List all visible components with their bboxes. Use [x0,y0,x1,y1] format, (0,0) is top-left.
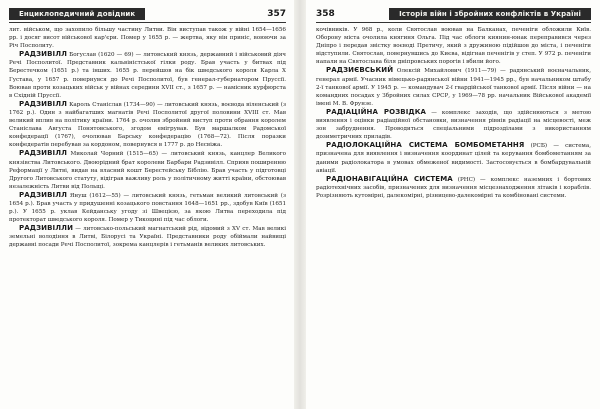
entry-headword: РАДЗИВІЛЛИ [19,224,74,233]
left-running-head [9,7,286,20]
entry-body: лит. військом, що захопило більшу частину Литви. Він виступав також у війні 1654—1656 рр. і досяг висот військової кар'єри. Помер у 1655 р. — жертва, яку він приніс, воюючи за Річ Посполиту. [9,27,286,50]
entry-body: — литовський князь, державний і військовий діяч Речі Посполитої. Представник кальвіністської гілки роду. Брав участь у битвах під Берестечком (1651 р.) та інших. 1655 р. перейшов на бік шведського короля Карла Х Густава, у 1657 р. повернувся до Речі Посполитої, був генерал-губернатором Пруссії. Воював проти козацьких військ у війнах середини XVII ст., з 1657 р. — намісник курфюрста в Східній Пруссії. [9,52,286,99]
entry-subhead: (РСБ) [530,143,548,150]
entry-body: — комплекс наземних і бортових радіотехнічних засобів, призначених для визначення місцезнаходження літаків і кораблів. Розрізняють кутомірні, далекомірні, різницево-далекомірні та комбіновані системи. [316,176,591,199]
dictionary-entry [316,175,591,200]
dictionary-entry [316,66,591,107]
entry-headword: РАДЗИЄВСЬКИЙ [326,66,394,75]
entry-headword: РАДЗИВІЛЛ [19,50,68,59]
right-running-head-title: Історія війн і збройних конфліктів в Україні [389,8,591,20]
dictionary-entry [316,141,591,174]
dictionary-entry [9,191,286,224]
entry-body: кочівників. У 968 р., коли Святослав воював на Балканах, печеніги обложили Київ. Оборону міста очолила княгиня Ольга. Під час облоги киянин-юнак переправився через Дніпро і передав звістку воєводі Претичу, який з дружиною підійшов до міста, і печеніги відступили. Святослав, повернувшись до Києва, відігнав печенігів у степ. У 972 р. печеніги напали на Святослава біля дніпровських порогів і вбили його. [316,27,591,66]
entry-headword: РАДІОНАВІГАЦІЙНА СИСТЕМА [326,174,453,183]
left-page-number: 357 [267,8,286,19]
entry-headword: РАДІАЦІЙНА РОЗВІДКА [326,107,427,116]
entry-subhead: Богуслав (1620 — 69) [69,52,134,59]
dictionary-entry [316,108,591,141]
dictionary-entry [9,100,286,150]
entry-headword: РАДЗИВІЛЛ [19,99,68,108]
dictionary-entry [9,149,286,190]
left-text-body [9,26,286,250]
entry-body: — радянський воєначальник, генерал армії. Учасник німецько-радянської війни 1941—1945 рр., був начальником штабу 2-ї танкової армії. У 1945 р. — командувач 2-ї гвардійської танкової армії. Після війни — на командних посадах у Збройних силах СРСР, у 1969—78 рр. начальник Військової академії імені М. В. Фрунзе. [316,68,591,107]
entry-subhead: Кароль Станіслав (1734—90) [69,101,155,108]
left-running-head-title: Енциклопедичний довідник [9,8,145,20]
entry-body: — литовський князь, гетьман великий литовський (з 1654 р.). Брав участь у придушенні козацького повстання 1648—1651 рр., здобув Київ (1651 р.). У 1655 р. уклав Кейданську угоду зі Швецією, за якою Литва переходила під протекторат шведського короля. Помер у Тикоцині під час облоги. [9,192,286,224]
right-header-rule [316,22,591,23]
book-gutter [294,0,306,409]
dictionary-entry [9,224,286,249]
entry-subhead: Януш (1612—55) [69,192,121,199]
entry-subhead: Миколай Чорний (1515—65) [70,151,159,158]
left-header-rule [9,22,286,23]
entry-headword: РАДЗИВІЛЛ [19,190,68,199]
entry-body: — комплекс заходів, що здійснюються з метою виявлення і оцінки радіаційної обстановки, визначення рівнів радіації на місцевості, меж зон забруднення. Проводиться спеціальними підрозділами з використанням дозиметричних приладів. [316,109,592,141]
entry-body: — литовсько-польський магнатський рід, відомий з XV ст. Мав великі земельні володіння в Литві, Білорусі та Україні. Представники роду обіймали найвищі державні посади Речі Посполитої, зокрема канцлерів і гетьманів великих литовських. [9,226,286,249]
dictionary-entry [9,50,286,100]
right-page [306,0,600,409]
entry-headword: РАДЗИВІЛЛ [19,149,68,158]
entry-headword: РАДІОЛОКАЦІЙНА СИСТЕМА БОМБОМЕТАННЯ [326,141,525,150]
entry-body: — литовський князь, воєвода віленський (з 1762 р.). Один з найбагатших магнатів Речі Посполитої другої половини XVIII ст. Мав великий вплив на політику країни. 1764 р. очолив збройний виступ проти обрання королем Станіслава Августа Понятовського, згодом емігрував. Був маршалком Радомської конфедерації (1767), очолював Барську конфедерацію (1768—72). Після поразки конфедератів перебував за кордоном, повернувся в 1777 р. до Несвіжа. [9,101,287,149]
left-page [0,0,294,409]
right-text-body [316,26,591,200]
right-page-number: 358 [316,8,335,19]
entry-subhead: Олексій Михайлович (1911—79) [396,68,497,75]
entry-subhead: (РНС) [457,176,476,183]
right-running-head [316,7,591,20]
entry-body: — система, призначена для виявлення і визначення координат цілей та керування бомбометанням за даними радіолокатора в умовах обмеженої видимості. Застосовується в бомбардувальній авіації. [316,143,592,174]
entry-body: — литовський князь, канцлер Великого князівства Литовського. Двоюрідний брат королеви Барбари Радзивілл. Сприяв поширенню Реформації у Литві, видав на власний кошт Берестейську Біблію. Брав участь у підготовці Другого Литовського статуту, відіграв важливу роль у політичному житті країни, обстоював незалежність Литви від Польщі. [9,151,286,190]
